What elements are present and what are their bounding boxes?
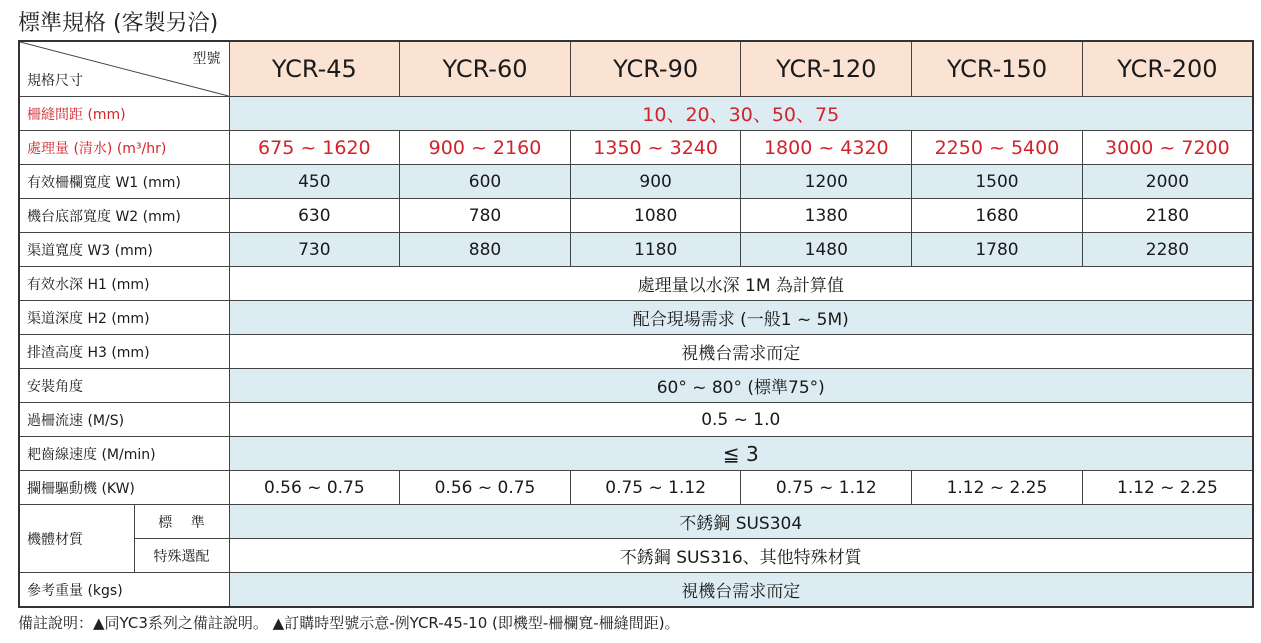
spec-row-label: 規格尺寸	[27, 73, 83, 89]
row-label: 有效柵欄寬度 W1 (mm)	[19, 165, 229, 199]
capacity-cell: 2250 ~ 5400	[912, 131, 1083, 165]
w1-cell: 600	[400, 165, 571, 199]
capacity-cell: 1800 ~ 4320	[741, 131, 912, 165]
angle-value: 60° ~ 80° (標準75°)	[229, 369, 1253, 403]
row-label: 柵縫間距 (mm)	[19, 97, 229, 131]
w3-cell: 1480	[741, 233, 912, 267]
model-header: YCR-45	[229, 41, 400, 97]
table-row-rake	[19, 437, 1253, 471]
capacity-cell: 900 ~ 2160	[400, 131, 571, 165]
w3-cell: 1180	[570, 233, 741, 267]
table-row-weight	[19, 573, 1253, 608]
page-title: 標準規格 (客製另洽)	[18, 11, 219, 36]
table-row-w1	[19, 165, 1253, 199]
capacity-cell: 675 ~ 1620	[229, 131, 400, 165]
w2-cell: 2180	[1082, 199, 1253, 233]
w3-cell: 2280	[1082, 233, 1253, 267]
model-column-label: 型號	[192, 51, 221, 67]
model-header: YCR-90	[570, 41, 741, 97]
w2-cell: 1680	[912, 199, 1083, 233]
weight-value: 視機台需求而定	[229, 573, 1253, 608]
material-special-value: 不銹鋼 SUS316、其他特殊材質	[229, 539, 1253, 573]
h1-value: 處理量以水深 1M 為計算值	[229, 267, 1253, 301]
table-row-w2	[19, 199, 1253, 233]
row-label: 排渣高度 H3 (mm)	[19, 335, 229, 369]
w2-cell: 630	[229, 199, 400, 233]
motor-cell: 1.12 ~ 2.25	[912, 471, 1083, 505]
w1-cell: 1500	[912, 165, 1083, 199]
flow-value: 0.5 ~ 1.0	[229, 403, 1253, 437]
table-row-h2	[19, 301, 1253, 335]
row-label: 參考重量 (kgs)	[19, 573, 229, 608]
table-row-material-standard	[19, 505, 1253, 539]
motor-cell: 0.75 ~ 1.12	[570, 471, 741, 505]
gap-value: 10、20、30、50、75	[229, 97, 1253, 131]
row-label: 處理量 (清水) (m³/hr)	[19, 131, 229, 165]
table-row-capacity	[19, 131, 1253, 165]
w1-cell: 450	[229, 165, 400, 199]
row-label: 機台底部寬度 W2 (mm)	[19, 199, 229, 233]
material-sub-label: 特殊選配	[134, 539, 229, 573]
w2-cell: 1080	[570, 199, 741, 233]
row-label: 安裝角度	[19, 369, 229, 403]
row-label: 機體材質	[19, 505, 134, 573]
motor-cell: 0.75 ~ 1.12	[741, 471, 912, 505]
capacity-cell: 1350 ~ 3240	[570, 131, 741, 165]
row-label: 有效水深 H1 (mm)	[19, 267, 229, 301]
table-row-flow	[19, 403, 1253, 437]
model-header: YCR-200	[1082, 41, 1253, 97]
w3-cell: 880	[400, 233, 571, 267]
w1-cell: 1200	[741, 165, 912, 199]
row-label: 攔柵驅動機 (KW)	[19, 471, 229, 505]
h3-value: 視機台需求而定	[229, 335, 1253, 369]
spec-table	[18, 40, 1254, 608]
h2-value: 配合現場需求 (一般1 ~ 5M)	[229, 301, 1253, 335]
model-header: YCR-120	[741, 41, 912, 97]
table-row-gap	[19, 97, 1253, 131]
table-row-h1	[19, 267, 1253, 301]
corner-header-cell	[19, 41, 229, 97]
table-header-row	[19, 41, 1253, 97]
row-label: 耙齒線速度 (M/min)	[19, 437, 229, 471]
table-row-w3	[19, 233, 1253, 267]
row-label: 渠道深度 H2 (mm)	[19, 301, 229, 335]
motor-cell: 1.12 ~ 2.25	[1082, 471, 1253, 505]
row-label: 過柵流速 (M/S)	[19, 403, 229, 437]
rake-value: ≦ 3	[229, 437, 1253, 471]
motor-cell: 0.56 ~ 0.75	[400, 471, 571, 505]
w1-cell: 2000	[1082, 165, 1253, 199]
table-row-motor	[19, 471, 1253, 505]
row-label: 渠道寬度 W3 (mm)	[19, 233, 229, 267]
capacity-cell: 3000 ~ 7200	[1082, 131, 1253, 165]
table-row-h3	[19, 335, 1253, 369]
w2-cell: 780	[400, 199, 571, 233]
w2-cell: 1380	[741, 199, 912, 233]
material-standard-value: 不銹鋼 SUS304	[229, 505, 1253, 539]
w1-cell: 900	[570, 165, 741, 199]
w3-cell: 730	[229, 233, 400, 267]
w3-cell: 1780	[912, 233, 1083, 267]
model-header: YCR-150	[912, 41, 1083, 97]
model-header: YCR-60	[400, 41, 571, 97]
table-row-angle	[19, 369, 1253, 403]
material-sub-label: 標 準	[134, 505, 229, 539]
motor-cell: 0.56 ~ 0.75	[229, 471, 400, 505]
table-row-material-special	[19, 539, 1253, 573]
footnote: 備註說明：▲同YC3系列之備註說明。 ▲訂購時型號示意-例YCR-45-10 (即機型-柵欄寬-柵縫間距)。	[18, 614, 680, 632]
